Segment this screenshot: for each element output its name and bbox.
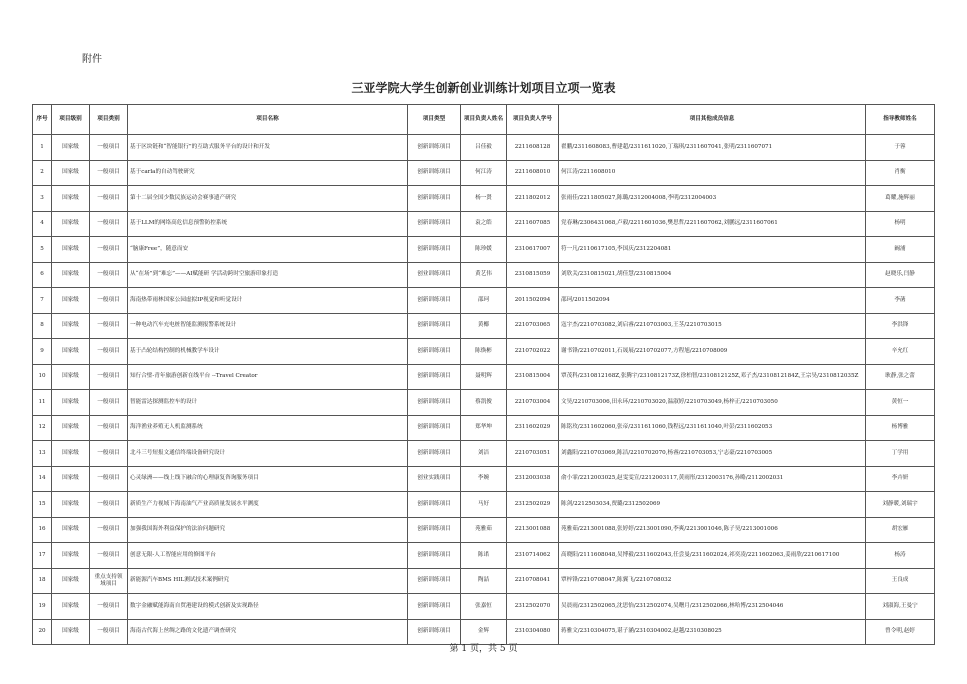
- table-cell: 葛耀,施辉丽: [866, 186, 935, 212]
- table-cell: 8: [33, 313, 52, 339]
- table-cell: 高晓阳/2111608048,吴博毅/2311602043,任尝曼/2311602024,祁奕凌/2211602063,姜雨欣/2210617100: [559, 543, 866, 569]
- table-cell: 寇宇杰/2210703082,刘启睿/2210703003,王茎/2210703015: [559, 313, 866, 339]
- table-row: [33, 568, 935, 594]
- table-cell: 国家级: [52, 339, 90, 365]
- table-header-row: [33, 105, 935, 135]
- table-cell: 新质生产力视域下海南油气产业高质量发展水平测度: [128, 492, 408, 518]
- table-cell: 一般项目: [90, 160, 128, 186]
- table-cell: 黄恒一: [866, 390, 935, 416]
- table-cell: 国家级: [52, 288, 90, 314]
- table-cell: 创业训练项目: [408, 262, 461, 288]
- table-cell: 创新训练项目: [408, 594, 461, 620]
- table-cell: 2: [33, 160, 52, 186]
- table-cell: 新能源汽车BMS HIL测试技术案例研究: [128, 568, 408, 594]
- table-cell: 国家级: [52, 186, 90, 212]
- table-cell: 2210708041: [507, 568, 559, 594]
- table-row: [33, 339, 935, 365]
- table-cell: 一般项目: [90, 288, 128, 314]
- table-row: [33, 135, 935, 161]
- table-cell: 郑华坤: [461, 415, 507, 441]
- table-cell: 11: [33, 390, 52, 416]
- table-cell: 肖衡: [866, 160, 935, 186]
- table-cell: 2211608010: [507, 160, 559, 186]
- table-cell: 邵珂: [461, 288, 507, 314]
- column-header: 项目类型: [408, 105, 461, 135]
- table-cell: 国家级: [52, 160, 90, 186]
- table-cell: 15: [33, 492, 52, 518]
- table-cell: 2312003038: [507, 466, 559, 492]
- table-cell: 党春琳/2306431068,卢毅/2211601036,樊思哲/2211607062,刘鹏远/2311607061: [559, 211, 866, 237]
- table-cell: 创新训练项目: [408, 237, 461, 263]
- table-cell: 马好: [461, 492, 507, 518]
- table-row: [33, 415, 935, 441]
- table-cell: 创新训练项目: [408, 135, 461, 161]
- table-cell: 国家级: [52, 262, 90, 288]
- table-cell: 2213001088: [507, 517, 559, 543]
- table-cell: 创新训练项目: [408, 543, 461, 569]
- table-row: [33, 211, 935, 237]
- table-cell: 吕佳毅: [461, 135, 507, 161]
- table-row: [33, 466, 935, 492]
- table-cell: 金辉: [461, 619, 507, 645]
- table-cell: 一种电动汽车充电桩智能监测报警系统设计: [128, 313, 408, 339]
- table-cell: 蔡凯俊: [461, 390, 507, 416]
- table-cell: 19: [33, 594, 52, 620]
- table-cell: 一般项目: [90, 390, 128, 416]
- table-cell: 创新训练项目: [408, 492, 461, 518]
- table-cell: 创新训练项目: [408, 619, 461, 645]
- table-cell: 一般项目: [90, 466, 128, 492]
- table-cell: 数字金融赋能海南自贸港建设的模式创新及实现路径: [128, 594, 408, 620]
- table-row: [33, 364, 935, 390]
- table-cell: 14: [33, 466, 52, 492]
- table-cell: 16: [33, 517, 52, 543]
- table-cell: 基于区块链和“智能银行”的互助式服务平台的设计和开发: [128, 135, 408, 161]
- table-cell: 2310815004: [507, 364, 559, 390]
- table-cell: 10: [33, 364, 52, 390]
- column-header: 项目名称: [128, 105, 408, 135]
- table-cell: 海洋渔业养殖无人机监测系统: [128, 415, 408, 441]
- table-cell: 一般项目: [90, 543, 128, 569]
- table-cell: 重点支持领域项目: [90, 568, 128, 594]
- table-cell: 智能雷达探测监控车的设计: [128, 390, 408, 416]
- table-cell: 一般项目: [90, 619, 128, 645]
- table-cell: 聂明辉: [461, 364, 507, 390]
- table-cell: 王良成: [866, 568, 935, 594]
- table-cell: 一般项目: [90, 441, 128, 467]
- table-cell: 2210703065: [507, 313, 559, 339]
- table-cell: 符一凡/2110617105,李国庆/2312204081: [559, 237, 866, 263]
- table-cell: 6: [33, 262, 52, 288]
- table-cell: 李洪锋: [866, 313, 935, 339]
- table-cell: 一般项目: [90, 517, 128, 543]
- table-cell: 海南古代海上丝绸之路的文化遗产调查研究: [128, 619, 408, 645]
- table-cell: 创新训练项目: [408, 568, 461, 594]
- table-cell: 2210702022: [507, 339, 559, 365]
- table-cell: 创意无限-人工智能应用的修图平台: [128, 543, 408, 569]
- page-footer: 第 1 页，共 5 页: [449, 644, 518, 654]
- table-cell: 4: [33, 211, 52, 237]
- table-cell: 陈焕彬: [461, 339, 507, 365]
- table-cell: 9: [33, 339, 52, 365]
- table-cell: 覃梓锋/2210708047,陈翼飞/2210708032: [559, 568, 866, 594]
- table-cell: 于蓉: [866, 135, 935, 161]
- table-cell: 12: [33, 415, 52, 441]
- table-cell: 苑雅茹: [461, 517, 507, 543]
- table-cell: 杨明: [866, 211, 935, 237]
- table-cell: 20: [33, 619, 52, 645]
- table-cell: 陈诺: [461, 543, 507, 569]
- table-cell: 刘欣关/2310815021,胡佳慧/2310815004: [559, 262, 866, 288]
- table-cell: 基于凸轮结构控制的机械教学车设计: [128, 339, 408, 365]
- table-cell: 一般项目: [90, 186, 128, 212]
- table-cell: 17: [33, 543, 52, 569]
- table-cell: 1: [33, 135, 52, 161]
- table-row: [33, 492, 935, 518]
- table-row: [33, 262, 935, 288]
- table-cell: 曾令明,赵婷: [866, 619, 935, 645]
- table-cell: 2312502029: [507, 492, 559, 518]
- table-row: [33, 237, 935, 263]
- table-cell: 一般项目: [90, 339, 128, 365]
- table-cell: 2310617007: [507, 237, 559, 263]
- table-row: [33, 390, 935, 416]
- table-cell: 知行合璧-青年旅游创新在线平台 --Travel Creator: [128, 364, 408, 390]
- table-cell: 国家级: [52, 364, 90, 390]
- table-cell: 2011502094: [507, 288, 559, 314]
- table-cell: 2210703004: [507, 390, 559, 416]
- table-row: [33, 313, 935, 339]
- table-cell: 杨涛: [866, 543, 935, 569]
- table-cell: 刘鑫阳/2210703069,陈洁/2210702070,杨睿/2210703053,宁志豪/2210703005: [559, 441, 866, 467]
- table-row: [33, 288, 935, 314]
- table-cell: 李卉妍: [866, 466, 935, 492]
- table-row: [33, 186, 935, 212]
- table-cell: 陈铭玫/2311602060,张帝/2311611060,钱程远/2311611040,叶彭/2311602053: [559, 415, 866, 441]
- table-cell: 国家级: [52, 415, 90, 441]
- column-header: 项目负责人学号: [507, 105, 559, 135]
- table-cell: 5: [33, 237, 52, 263]
- table-cell: 7: [33, 288, 52, 314]
- project-table: [32, 104, 935, 645]
- table-cell: 一般项目: [90, 415, 128, 441]
- table-cell: 陈珍媛: [461, 237, 507, 263]
- table-cell: 国家级: [52, 517, 90, 543]
- table-cell: 陶喆: [461, 568, 507, 594]
- table-cell: 李婉: [461, 466, 507, 492]
- table-cell: 2311602029: [507, 415, 559, 441]
- column-header: 项目其他成员信息: [559, 105, 866, 135]
- table-cell: 黄椰: [461, 313, 507, 339]
- table-row: [33, 160, 935, 186]
- table-cell: 邵珂/2011502094: [559, 288, 866, 314]
- column-header: 指导教师姓名: [866, 105, 935, 135]
- table-cell: 北斗三号短报文通信终端设备研究设计: [128, 441, 408, 467]
- column-header: 项目负责人姓名: [461, 105, 507, 135]
- table-cell: 国家级: [52, 568, 90, 594]
- table-cell: 胡宏雁: [866, 517, 935, 543]
- table-cell: 创新训练项目: [408, 517, 461, 543]
- table-row: [33, 517, 935, 543]
- table-cell: 辛允红: [866, 339, 935, 365]
- table-row: [33, 594, 935, 620]
- table-cell: 翟鹏/2311608083,曹建超/2311611020,丁瑞琪/2311607041,张明/2311607071: [559, 135, 866, 161]
- table-cell: 18: [33, 568, 52, 594]
- table-cell: 杨一贤: [461, 186, 507, 212]
- table-cell: 创新训练项目: [408, 441, 461, 467]
- table-row: [33, 441, 935, 467]
- table-cell: 何江涛: [461, 160, 507, 186]
- table-cell: 3: [33, 186, 52, 212]
- table-cell: 一般项目: [90, 594, 128, 620]
- table-cell: 袁之皓: [461, 211, 507, 237]
- attachment-label: 附件: [82, 54, 102, 65]
- table-cell: 覃茂科/2310812168Z,张腾宇/2310812173Z,徐柏智/2310812125Z,邓子杰/2310812184Z,王宗昊/2310812035Z: [559, 364, 866, 390]
- table-cell: 一般项目: [90, 262, 128, 288]
- table-cell: 刘静暖,刘瑞宇: [866, 492, 935, 518]
- table-cell: 创新训练项目: [408, 415, 461, 441]
- table-cell: 国家级: [52, 135, 90, 161]
- table-cell: 创新训练项目: [408, 313, 461, 339]
- table-cell: 赵晓乐,闫静: [866, 262, 935, 288]
- table-cell: 阚浦: [866, 237, 935, 263]
- table-cell: 创新训练项目: [408, 186, 461, 212]
- table-cell: 刘淑海,王曼宁: [866, 594, 935, 620]
- table-cell: 13: [33, 441, 52, 467]
- table-row: [33, 543, 935, 569]
- table-cell: 刘洁: [461, 441, 507, 467]
- table-cell: 创新训练项目: [408, 364, 461, 390]
- table-cell: 耿静,张之蕾: [866, 364, 935, 390]
- table-cell: 基于carla的自动驾驶研究: [128, 160, 408, 186]
- table-cell: 2310815059: [507, 262, 559, 288]
- table-cell: 2310714062: [507, 543, 559, 569]
- table-cell: 国家级: [52, 390, 90, 416]
- column-header: 项目类别: [90, 105, 128, 135]
- table-cell: 李菡: [866, 288, 935, 314]
- table-cell: 2211607085: [507, 211, 559, 237]
- page-title: 三亚学院大学生创新创业训练计划项目立项一览表: [351, 81, 616, 95]
- table-cell: 国家级: [52, 594, 90, 620]
- table-cell: 2211608128: [507, 135, 559, 161]
- table-cell: 国家级: [52, 492, 90, 518]
- table-cell: 一般项目: [90, 135, 128, 161]
- table-cell: 张嘉恒: [461, 594, 507, 620]
- table-cell: 一般项目: [90, 313, 128, 339]
- table-cell: 谢书锋/2210702011,石晟展/2210702077,方程旭/2210708009: [559, 339, 866, 365]
- column-header: 序号: [33, 105, 52, 135]
- table-cell: 一般项目: [90, 492, 128, 518]
- table-body: [33, 135, 935, 645]
- table-cell: 加强我国海外利益保护的法治问题研究: [128, 517, 408, 543]
- table-cell: 2210703051: [507, 441, 559, 467]
- table-cell: 2310304080: [507, 619, 559, 645]
- table-cell: 何江涛/2211608010: [559, 160, 866, 186]
- column-header: 项目级别: [52, 105, 90, 135]
- table-cell: 一般项目: [90, 364, 128, 390]
- table-cell: 国家级: [52, 211, 90, 237]
- table-cell: 俞小霏/2212003025,赵雯雯宣/2212003117,黄雨彤/2312003176,孙略/2112002031: [559, 466, 866, 492]
- table-cell: 杨博雅: [866, 415, 935, 441]
- table-cell: 文昊/2210703006,田永环/2210703020,温淑婷/2210703049,杨梓正/2210703050: [559, 390, 866, 416]
- table-cell: 丁学用: [866, 441, 935, 467]
- table-cell: 创新训练项目: [408, 211, 461, 237]
- table-cell: “脑康Free”，随意而安: [128, 237, 408, 263]
- table-cell: 创新训练项目: [408, 288, 461, 314]
- table-cell: 蒋雅文/2310304075,谌子涵/2310304002,赵越/2310308025: [559, 619, 866, 645]
- table-cell: 黄艺伟: [461, 262, 507, 288]
- table-cell: 从“在场”到“难忘”——AI赋能研 学活动跨时空旅游印象打造: [128, 262, 408, 288]
- table-cell: 创新训练项目: [408, 160, 461, 186]
- table-cell: 苑雅茹/2213001088,张婷婷/2213001090,李爽/2213001046,陈子昊/2213001006: [559, 517, 866, 543]
- table-cell: 海南热带雨林国家公园虚拟IP视觉和听觉设计: [128, 288, 408, 314]
- table-cell: 2312502070: [507, 594, 559, 620]
- table-cell: 国家级: [52, 543, 90, 569]
- table-cell: 国家级: [52, 619, 90, 645]
- table-cell: 创新训练项目: [408, 390, 461, 416]
- table-cell: 一般项目: [90, 211, 128, 237]
- table-cell: 基于LLM的网络高危信息预警防控系统: [128, 211, 408, 237]
- table-cell: 陈剑/2212503034,贾璐/2312502069: [559, 492, 866, 518]
- table-cell: 国家级: [52, 313, 90, 339]
- table-cell: 国家级: [52, 441, 90, 467]
- table-cell: 国家级: [52, 466, 90, 492]
- table-cell: 国家级: [52, 237, 90, 263]
- table-cell: 吴晨雨/2312502065,沈思怡/2312502074,吴曙月/2312502066,林哈博/2312504046: [559, 594, 866, 620]
- table-cell: 心灵绿洲——线上线下融合的心理康复咨询服务项目: [128, 466, 408, 492]
- table-cell: 张雨佳/2211805027,陈璐/2312004008,李明/2312004003: [559, 186, 866, 212]
- table-cell: 第十二届全国少数民族运动会赛事遗产研究: [128, 186, 408, 212]
- table-cell: 创业实践项目: [408, 466, 461, 492]
- table-cell: 一般项目: [90, 237, 128, 263]
- table-cell: 创新训练项目: [408, 339, 461, 365]
- table-cell: 2211802012: [507, 186, 559, 212]
